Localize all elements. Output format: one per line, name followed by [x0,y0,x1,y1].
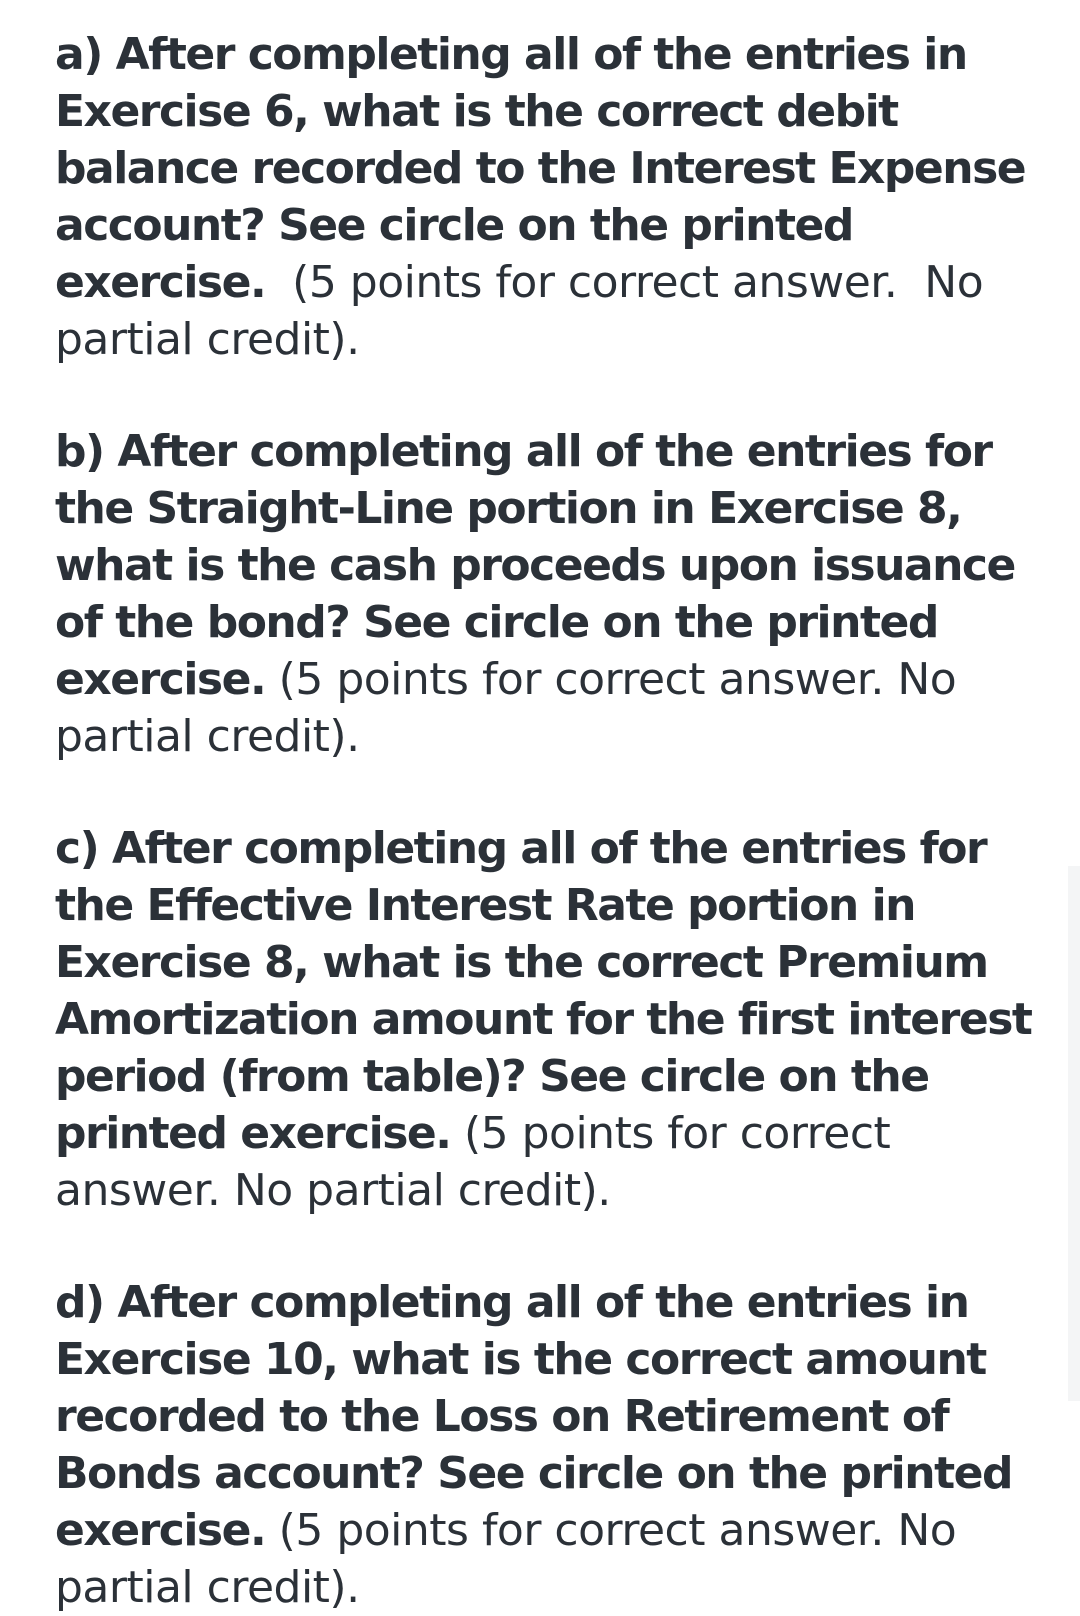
question-a-prompt: a) After completing all of the entries in Exercise 6, what is the correct debit balance recorded to the Interest Expense account? See circle on the printed exercise. [55,29,1026,308]
question-b [55,423,1040,765]
question-d-prompt: d) After completing all of the entries in Exercise 10, what is the correct amount recorded to the Loss on Retirement of Bonds account? See circle on the printed exercise. [55,1277,1012,1556]
question-d [55,1274,1040,1616]
question-c-prompt: c) After completing all of the entries for the Effective Interest Rate portion in Exercise 8, what is the correct Premium Amortization amount for the first interest period (from table)? See circle on the printed exercise. [55,823,1032,1159]
question-c-scoring: (5 points for correct answer. No partial credit). [55,1108,904,1216]
question-c [55,820,1040,1219]
question-b-prompt: b) After completing all of the entries for the Straight-Line portion in Exercise 8, what is the cash proceeds upon issuance of the bond? See circle on the printed exercise. [55,426,1015,705]
scrollbar-track[interactable] [1068,866,1080,1401]
question-a [55,26,1040,368]
question-b-scoring: (5 points for correct answer. No partial credit). [55,654,970,762]
question-a-scoring: (5 points for correct answer. No partial credit). [55,257,997,365]
question-d-scoring: (5 points for correct answer. No partial credit). [55,1505,970,1613]
